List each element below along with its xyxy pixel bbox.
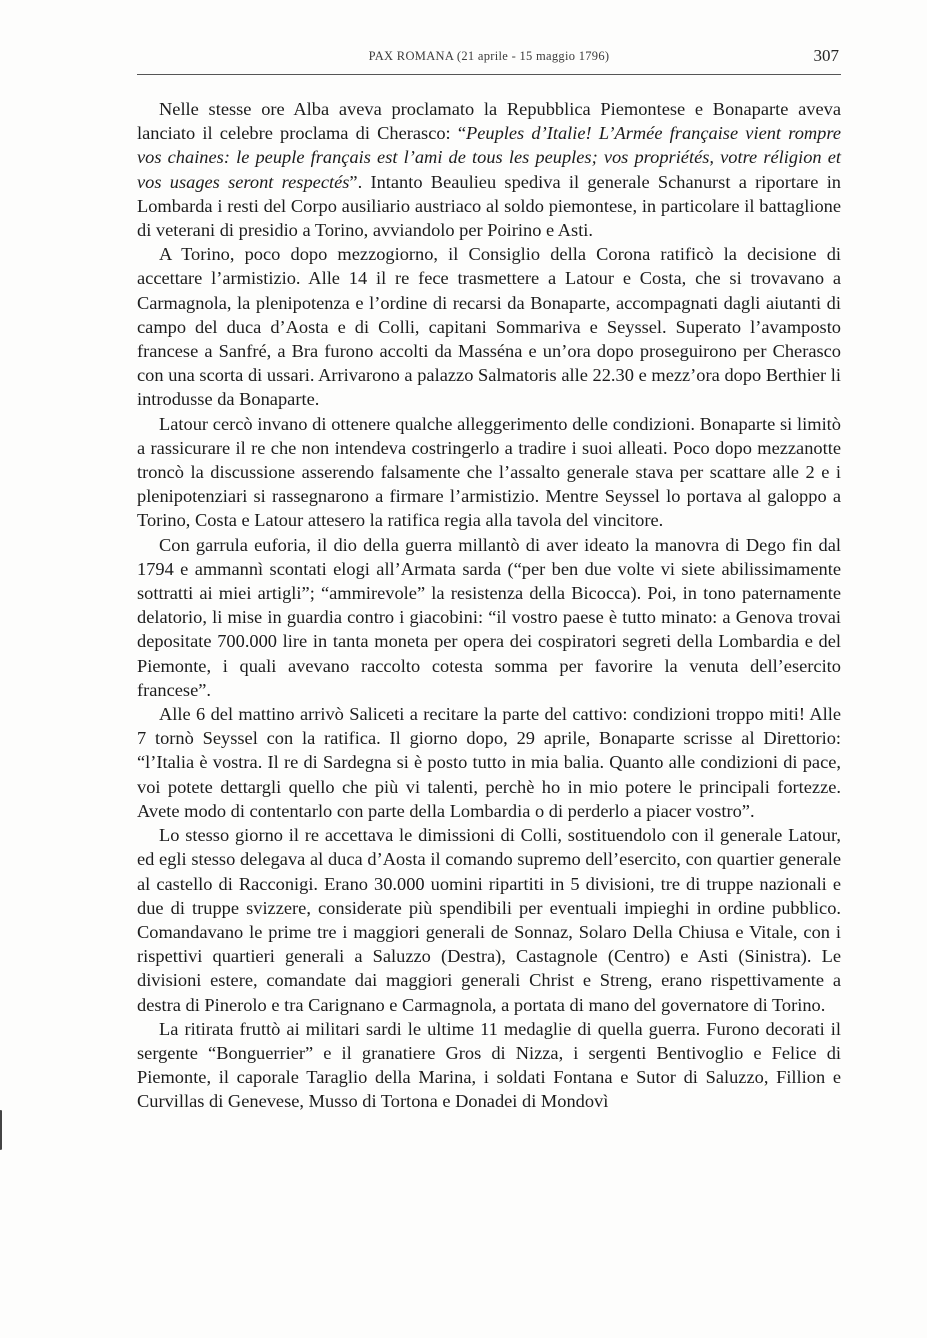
header-rule	[137, 74, 841, 75]
paragraph-4: Con garrula euforia, il dio della guerra millantò di aver ideato la manovra di Dego fin dal 1794 e ammannì scontati elogi all’Armata sarda (“per ben due volte vi siete abilissimamente sottratti ai miei artigli”; “ammirevole” la resistenza della Bicocca). Poi, in tono paternamente delatorio, li mise in guardia contro i giacobini: “il vostro paese è tutto minato: a Genova trovai depositate 700.000 lire in tanta moneta per opera dei cospiratori segreti della Lombardia e del Piemonte, i quali avevano raccolto cotesta somma per favorire la venuta dell’esercito francese”.	[137, 534, 841, 700]
body-text	[137, 97, 841, 1114]
paragraph-6: Lo stesso giorno il re accettava le dimissioni di Colli, sostituendolo con il generale Latour, ed egli stesso delegava al duca d’Aosta il comando supremo dell’esercito, con quartier generale al castello di Racconigi. Erano 30.000 uomini ripartiti in 5 divisioni, tre di truppe nazionali e due di truppe svizzere, considerate più spendibili per eventuali impieghi in ordine pubblico. Comandavano le prime tre i maggiori generali de Sonnaz, Solaro Della Chiusa e Vitale, con i rispettivi quartieri generali a Saluzzo (Destra), Castagnole (Centro) e Asti (Sinistra). Le divisioni estere, comandate dai maggiori generali Christ e Streng, erano rispettivamente a destra di Pinerolo e tra Carignano e Carmagnola, a portata di mano del governatore di Torino.	[137, 825, 841, 1015]
running-head	[137, 46, 841, 70]
paragraph-2: A Torino, poco dopo mezzogiorno, il Consiglio della Corona ratificò la decisione di accettare l’armistizio. Alle 14 il re fece trasmettere a Latour e Costa, che si trovavano a Carmagnola, la plenipotenza e l’ordine di recarsi da Bonaparte, accompagnati dagli aiutanti di campo del duca d’Aosta e di Colli, capitani Sommariva e Seyssel. Superato l’avamposto francese a Sanfré, a Bra furono accolti da Masséna e un’ora dopo proseguirono per Cherasco con una scorta di ussari. Arrivarono a palazzo Salmatoris alle 22.30 e mezz’ora dopo Berthier li introdusse da Bonaparte.	[137, 244, 841, 410]
paragraph-1-continuation: ”. Intanto Beaulieu spediva il generale Schanurst a riportare in Lombarda i resti del Corpo ausiliario austriaco al soldo piemontese, in particolare il battaglione di veterani di presidio a Torino, avviandolo per Poirino e Asti.	[137, 171, 841, 241]
paragraph-1	[137, 97, 841, 242]
proclamation-quote: Peuples d’Italie! L’Armée française vient rompre vos chaines: le peuple français est l’ami de tous les peuples; vos propriétés, votre réligion et vos usages seront respectés	[137, 123, 841, 192]
page-number: 307	[813, 46, 839, 65]
paragraph-5: Alle 6 del mattino arrivò Saliceti a recitare la parte del cattivo: condizioni troppo miti! Alle 7 tornò Seyssel con la ratifica. Il giorno dopo, 29 aprile, Bonaparte scrisse al Direttorio: “l’Italia è vostra. Il re di Sardegna si è posto tutto in mia balia. Quanto alle condizioni di pace, voi potete dettargli quello che più vi talenti, perchè ho in mio potere le principali fortezze. Avete modo di contentarlo con parte della Lombardia o di perderlo a piacer vostro”.	[137, 704, 841, 821]
running-title: PAX ROMANA (21 aprile - 15 maggio 1796)	[368, 49, 610, 63]
binding-edge-mark	[0, 1110, 5, 1150]
paragraph-3: Latour cercò invano di ottenere qualche alleggerimento delle condizioni. Bonaparte si limitò a rassicurare il re che non intendeva costringerlo a tradire i suoi alleati. Poco dopo mezzanotte troncò la discussione asserendo falsamente che l’assalto generale stava per scattare alle 2 e i plenipotenziari si rassegnarono a firmare l’armistizio. Mentre Seyssel lo portava al galoppo a Torino, Costa e Latour attesero la ratifica regia alla tavola del vincitore.	[137, 413, 841, 531]
paragraph-7: La ritirata fruttò ai militari sardi le ultime 11 medaglie di quella guerra. Furono decorati il sergente “Bonguerrier” e il granatiere Gros di Nizza, i sergenti Bentivoglio e Felice di Piemonte, il caporale Taraglio della Marina, i soldati Fontana e Sutor di Saluzzo, Fillion e Curvillas di Genevese, Musso di Tortona e Donadei di Mondovì	[137, 1018, 841, 1112]
paragraph-1-text: Nelle stesse ore Alba aveva proclamato la Repubblica Piemontese e Bonaparte aveva lanciato il celebre proclama di Cherasco: “	[137, 99, 841, 144]
